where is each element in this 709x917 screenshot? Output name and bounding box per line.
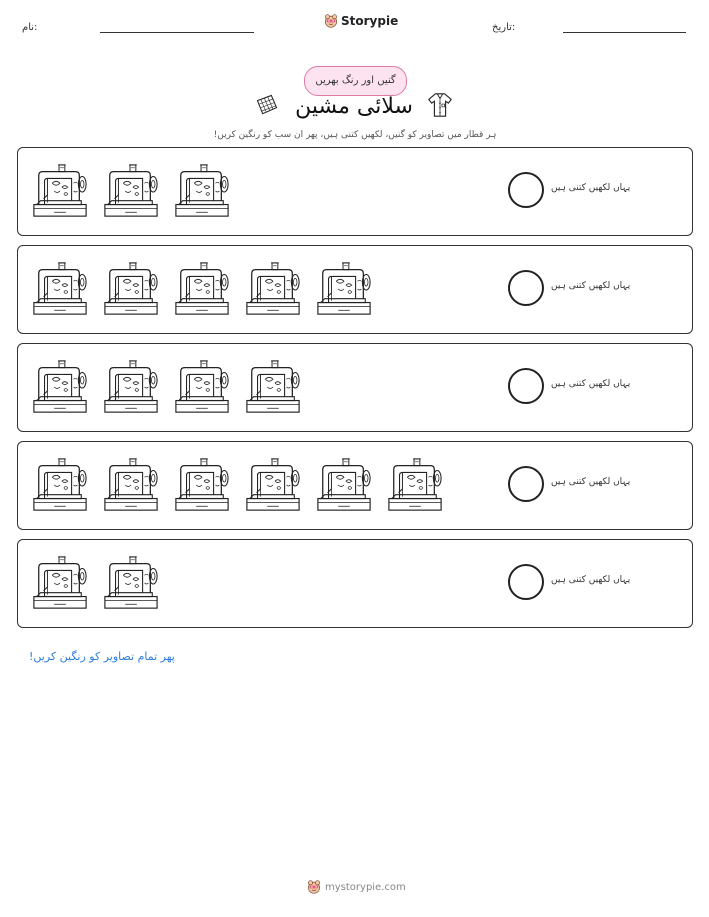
sewing-machine-icon[interactable] — [173, 260, 231, 318]
shirt-icon — [426, 91, 454, 119]
sewing-machine-icon[interactable] — [244, 358, 302, 416]
date-line[interactable] — [563, 32, 686, 33]
sewing-machine-icon[interactable] — [173, 358, 231, 416]
storypie-mascot-icon — [307, 880, 321, 894]
row-label: یہاں لکھیں کتنی ہیں — [551, 281, 631, 291]
sewing-machine-icon[interactable] — [315, 260, 373, 318]
row-label: یہاں لکھیں کتنی ہیں — [551, 379, 631, 389]
sewing-machine-icon[interactable] — [386, 456, 444, 514]
sewing-machine-icon[interactable] — [31, 260, 89, 318]
fabric-swatch-icon — [254, 92, 280, 118]
sewing-machine-icon[interactable] — [102, 260, 160, 318]
answer-circle[interactable] — [508, 466, 544, 502]
storypie-mascot-icon — [324, 14, 338, 28]
sewing-machine-icon[interactable] — [31, 554, 89, 612]
sewing-machine-icon[interactable] — [102, 358, 160, 416]
row-label: یہاں لکھیں کتنی ہیں — [551, 477, 631, 487]
answer-circle[interactable] — [508, 172, 544, 208]
counting-row — [17, 147, 693, 236]
site-footer — [307, 880, 406, 894]
name-label: نام: — [22, 22, 38, 33]
sewing-machine-icon[interactable] — [102, 162, 160, 220]
counting-row — [17, 245, 693, 334]
date-label: تاریخ: — [492, 22, 516, 33]
brand-name: Storypie — [341, 14, 399, 28]
footer-note: پھر تمام تصاویر کو رنگین کریں! — [29, 650, 175, 663]
page-title: سلائی مشین — [295, 94, 413, 119]
counting-row — [17, 343, 693, 432]
instructions: ہر قطار میں تصاویر کو گنیں، لکھیں کتنی ہیں، پھر ان سب کو رنگین کریں! — [213, 130, 497, 140]
sewing-machine-icon[interactable] — [244, 456, 302, 514]
sewing-machine-icon[interactable] — [173, 162, 231, 220]
counting-row — [17, 539, 693, 628]
sewing-machine-icon[interactable] — [31, 358, 89, 416]
answer-circle[interactable] — [508, 368, 544, 404]
sewing-machine-icon[interactable] — [173, 456, 231, 514]
answer-circle[interactable] — [508, 270, 544, 306]
row-label: یہاں لکھیں کتنی ہیں — [551, 183, 631, 193]
counting-row — [17, 441, 693, 530]
row-label: یہاں لکھیں کتنی ہیں — [551, 575, 631, 585]
sewing-machine-icon[interactable] — [102, 554, 160, 612]
answer-circle[interactable] — [508, 564, 544, 600]
activity-badge: گنیں اور رنگ بھریں — [304, 66, 407, 96]
sewing-machine-icon[interactable] — [31, 162, 89, 220]
name-line[interactable] — [100, 32, 254, 33]
sewing-machine-icon[interactable] — [315, 456, 373, 514]
brand — [324, 14, 398, 28]
sewing-machine-icon[interactable] — [102, 456, 160, 514]
site-url: mystorypie.com — [325, 881, 406, 893]
sewing-machine-icon[interactable] — [244, 260, 302, 318]
sewing-machine-icon[interactable] — [31, 456, 89, 514]
